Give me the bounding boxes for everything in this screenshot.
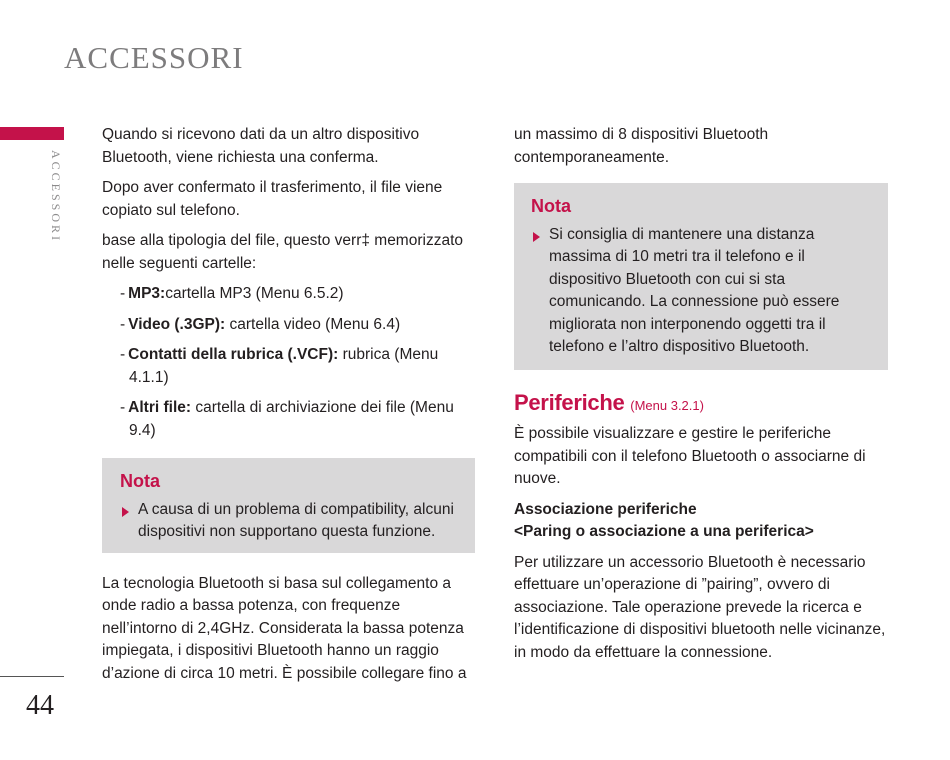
note-text-content: A causa di un problema di compatibility, alcuni dispositivi non supportano questa funzione. (138, 500, 454, 540)
list-item-text: rubrica (Menu 4.1.1) (129, 346, 439, 386)
triangle-bullet-icon (122, 507, 129, 517)
note-text (120, 499, 457, 544)
subheading-pairing (514, 499, 888, 544)
footer-rule (0, 676, 64, 677)
list-item: - MP3:cartella MP3 (Menu 6.5.2) (120, 285, 344, 302)
list-item: - Video (.3GP): cartella video (Menu 6.4) (120, 315, 401, 333)
folder-list (102, 283, 474, 442)
paragraph-receive-data: Quando si ricevono dati da un altro dispositivo Bluetooth, viene richiesta una conferma. (102, 126, 420, 166)
list-item: - Contatti della rubrica (.VCF): rubrica (Menu 4.1.1) (120, 346, 439, 386)
note-text (531, 224, 870, 359)
subheading-line-1: Associazione periferiche (514, 500, 697, 518)
list-item-label: Video (.3GP): (128, 315, 226, 333)
note-box-distance (514, 183, 888, 370)
list-item: - Altri file: cartella di archiviazione dei file (Menu 9.4) (120, 399, 454, 439)
triangle-bullet-icon (533, 232, 540, 242)
paragraph-max-devices: un massimo di 8 dispositivi Bluetooth contemporaneamente. (514, 126, 769, 166)
section-heading-text: Periferiche (514, 389, 625, 415)
note-title: Nota (531, 196, 571, 216)
list-item-text: cartella di archiviazione dei file (Menu 9.4) (129, 399, 454, 439)
list-item-text: cartella video (Menu 6.4) (225, 315, 401, 333)
paragraph-file-type: base alla tipologia del file, questo verr‡ memorizzato nelle seguenti cartelle: (102, 232, 463, 272)
page-number: 44 (26, 690, 54, 721)
section-heading-periferiche (514, 389, 888, 418)
side-section-label: ACCESSORI (49, 150, 63, 244)
section-menu-reference: (Menu 3.2.1) (630, 397, 704, 413)
paragraph-pairing-description: Per utilizzare un accessorio Bluetooth è necessario effettuare un’operazione di ”pairing”, ovvero di associazione. Tale operazione prevede la ricerca e l’identificazione di dispositivi bluetooth nelle vicinanze, in modo da effettuare la connessione. (514, 553, 886, 661)
note-text-content: Si consiglia di mantenere una distanza massima di 10 metri tra il telefono e il dispositivo Bluetooth con cui si sta comunicando. La connessione può essere migliorata non interponendo oggetti tra il telefono e l’altro dispositivo Bluetooth. (549, 225, 840, 355)
list-item-text: cartella MP3 (Menu 6.5.2) (165, 285, 344, 302)
list-item-label: MP3: (128, 285, 166, 302)
left-column (102, 124, 474, 693)
list-item-label: Altri file: (128, 399, 192, 416)
page-title: ACCESSORI (64, 40, 244, 75)
section-tab-marker (0, 127, 64, 140)
note-box-compatibility (102, 458, 475, 553)
paragraph-manage-devices: È possibile visualizzare e gestire le periferiche compatibili con il telefono Bluetooth o associarne di nuove. (514, 425, 866, 487)
paragraph-confirm-transfer: Dopo aver confermato il trasferimento, il file viene copiato sul telefono. (102, 179, 443, 219)
subheading-line-2: <Paring o associazione a una periferica> (514, 523, 814, 540)
paragraph-bluetooth-technology: La tecnologia Bluetooth si basa sul collegamento a onde radio a bassa potenza, con frequenze nell’intorno di 2,4GHz. Considerata la bassa potenza impiegata, i dispositivi Bluetooth hanno un raggio d’azione di circa 10 metri. È possibile collegare fino a (102, 574, 467, 682)
list-item-label: Contatti della rubrica (.VCF): (128, 346, 339, 363)
note-title: Nota (120, 471, 160, 491)
right-column (514, 124, 888, 672)
